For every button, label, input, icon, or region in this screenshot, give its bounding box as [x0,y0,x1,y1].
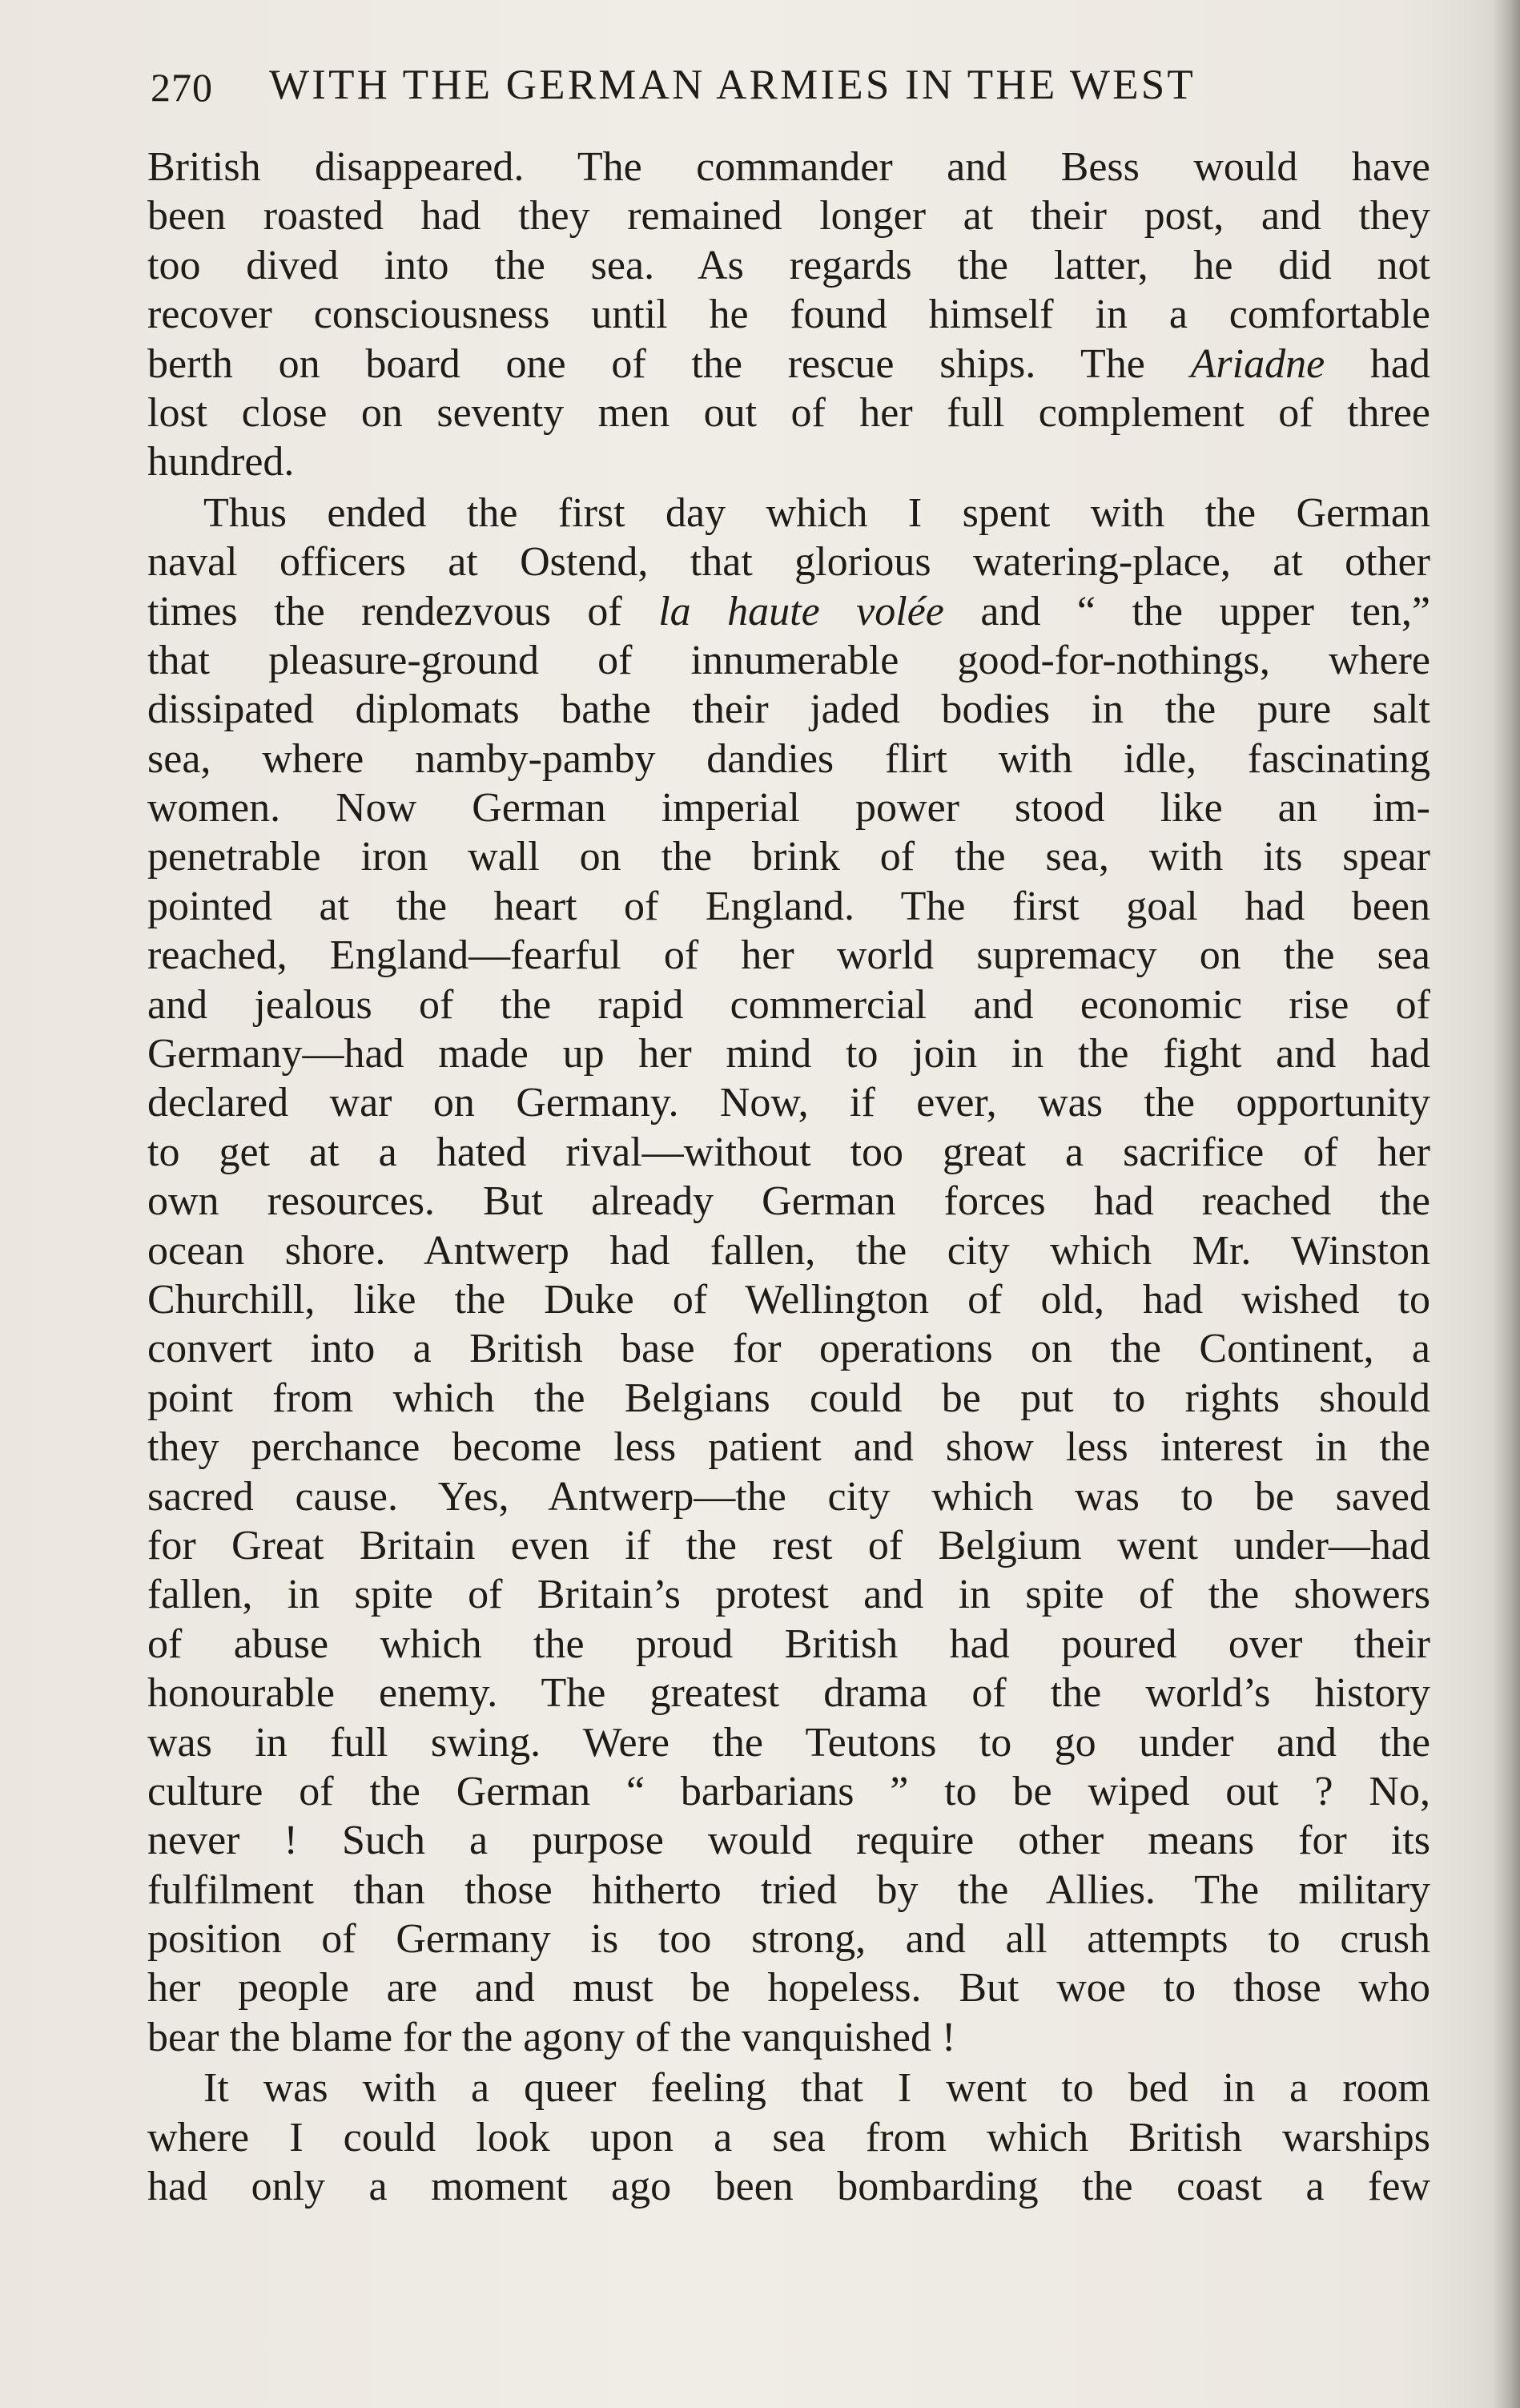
text-line: too dived into the sea. As regards the latter, he did not [147,242,1430,288]
text-line: been roasted had they remained longer at their post, and they [147,193,1430,240]
text-line: convert into a British base for operations on the Continent, a [147,1326,1430,1372]
text-line: had only a moment ago been bombarding the coast a few [147,2164,1430,2210]
text-segment: had [1325,340,1430,387]
text-line: that pleasure-ground of innumerable good-for-nothings, where [147,637,1430,683]
text-line: bear the blame for the agony of the vanquished ! [147,2014,956,2060]
running-head: WITH THE GERMAN ARMIES IN THE WEST [269,62,1196,108]
text-line: honourable enemy. The greatest drama of the world’s history [147,1670,1430,1717]
italic-phrase: Ariadne [1190,340,1325,387]
text-line: point from which the Belgians could be put to rights should [147,1375,1430,1421]
text-line: Thus ended the first day which I spent with the German [203,489,1430,536]
text-line: British disappeared. The commander and Bess would have [147,144,1430,190]
text-line: Germany—had made up her mind to join in the fight and had [147,1031,1430,1077]
text-line: where I could look upon a sea from which British warships [147,2114,1430,2160]
text-line: ocean shore. Antwerp had fallen, the city which Mr. Winston [147,1227,1430,1274]
text-line: sacred cause. Yes, Antwerp—the city which was to be saved [147,1473,1430,1520]
italic-phrase: la haute volée [658,588,944,634]
text-line: they perchance become less patient and show less interest in the [147,1424,1430,1471]
text-line: never ! Such a purpose would require other means for its [147,1818,1430,1864]
text-line: of abuse which the proud British had poured over their [147,1621,1430,1667]
text-line: was in full swing. Were the Teutons to go under and the [147,1719,1430,1766]
text-line: naval officers at Ostend, that glorious watering-place, at other [147,539,1430,586]
text-line: pointed at the heart of England. The first goal had been [147,883,1430,929]
text-line [147,340,1430,389]
text-line: lost close on seventy men out of her full complement of three [147,389,1430,436]
text-line: penetrable iron wall on the brink of the sea, with its spear [147,834,1430,880]
text-line: fulfilment than those hitherto tried by the Allies. The military [147,1866,1430,1913]
page-edge-shadow [1493,0,1520,2408]
text-line: hundred. [147,439,295,485]
text-line: her people are and must be hopeless. But woe to those who [147,1965,1430,2011]
text-line: declared war on Germany. Now, if ever, was the opportunity [147,1080,1430,1126]
text-segment: berth on board one of the rescue ships. The [147,340,1191,387]
text-segment: times the rendezvous of [147,588,659,634]
text-line: own resources. But already German forces had reached the [147,1178,1430,1225]
text-line: recover consciousness until he found himself in a comfortable [147,292,1430,338]
text-segment: and “ the upper ten,” [943,588,1430,634]
text-line: and jealous of the rapid commercial and economic rise of [147,981,1430,1028]
text-line: Churchill, like the Duke of Wellington of old, had wished to [147,1276,1430,1323]
text-line: reached, England—fearful of her world supremacy on the sea [147,932,1430,979]
text-line: women. Now German imperial power stood like an im- [147,785,1430,832]
page-header [151,58,1432,114]
text-line [147,587,1430,636]
text-line: position of Germany is too strong, and all attempts to crush [147,1916,1430,1963]
text-line: It was with a queer feeling that I went to bed in a room [203,2065,1430,2112]
body-text [147,143,1430,2211]
text-line: dissipated diplomats bathe their jaded bodies in the pure salt [147,687,1430,733]
text-line: to get at a hated rival—without too great a sacrifice of her [147,1129,1430,1175]
page-number: 270 [151,65,213,110]
text-line: culture of the German “ barbarians ” to be wiped out ? No, [147,1768,1430,1814]
text-line: sea, where namby-pamby dandies flirt with idle, fascinating [147,735,1430,782]
text-line: for Great Britain even if the rest of Belgium went under—had [147,1522,1430,1568]
text-line: fallen, in spite of Britain’s protest and in spite of the showers [147,1572,1430,1618]
